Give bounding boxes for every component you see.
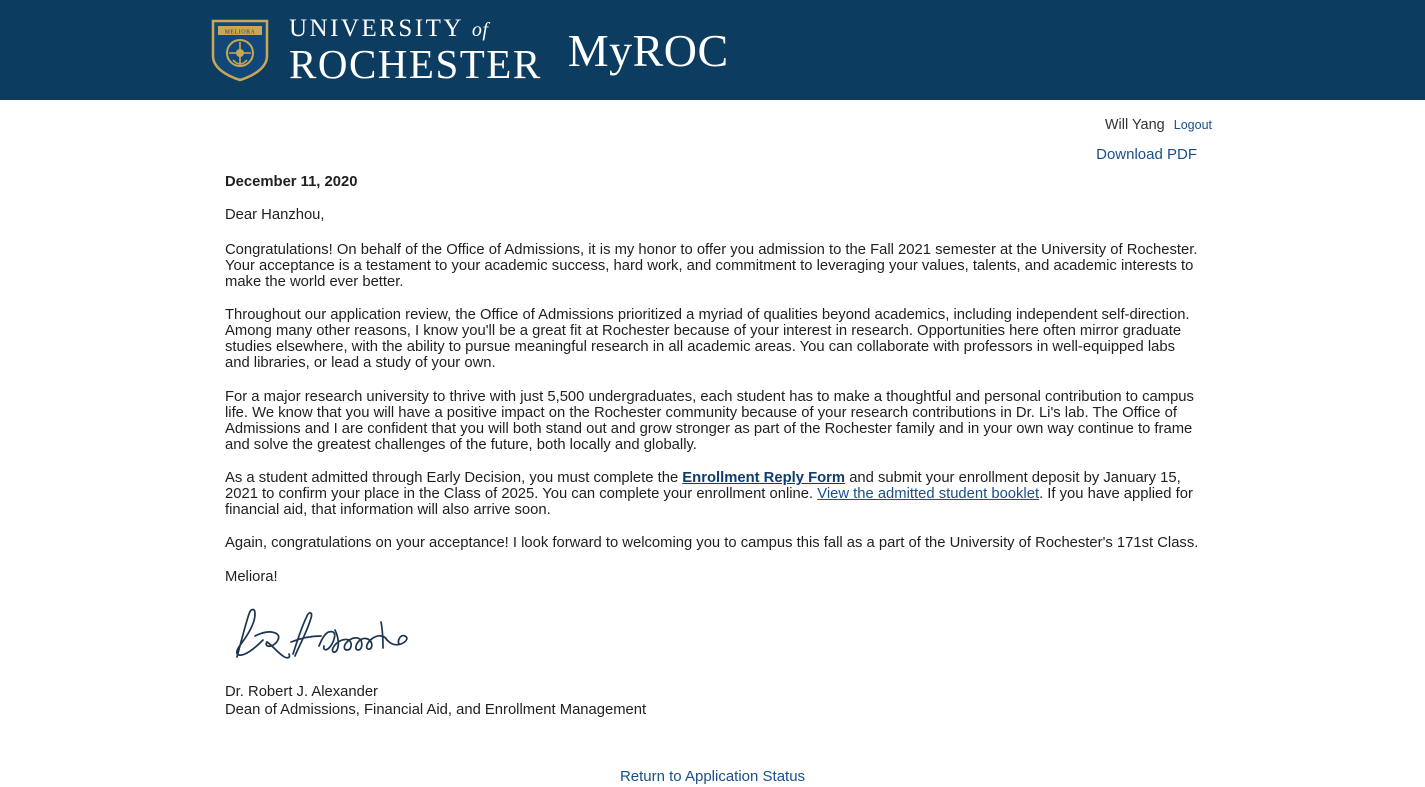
wordmark-rochester: ROCHESTER (289, 40, 542, 87)
signature-image (231, 602, 431, 674)
app-title: MyROC (567, 24, 729, 76)
signer-name: Dr. Robert J. Alexander (225, 683, 378, 700)
footer-link-bar (225, 769, 1200, 786)
paragraph-4-text-1: As a student admitted through Early Decision, you must complete the (225, 470, 683, 487)
admission-letter (225, 164, 1200, 786)
letter-paragraph-1: Congratulations! On behalf of the Office of Admissions, it is my honor to offer you admission to the Fall 2021 semester at the University of Rochester. Your acceptance is a testament to your academic success, hard work, and commitment to leveraging your values, talents, and academic interests to make the world ever better. (225, 241, 1198, 290)
paragraph-4-text-2: and submit your enrollment deposit by January 15, 2021 to confirm your place in the Class of 2025. You can complete your enrollment online. (225, 470, 1181, 503)
svg-text:MELIORA: MELIORA (224, 29, 256, 36)
site-header (0, 0, 1425, 100)
download-pdf-link[interactable]: Download PDF (1096, 146, 1197, 163)
university-wordmark (289, 16, 542, 85)
letter-meliora: Meliora! (225, 568, 278, 585)
letter-paragraph-3: For a major research university to thrive with just 5,500 undergraduates, each student has to make a thoughtful and personal contribution to campus life. We know that you will have a positive impact on the Rochester community because of your research contributions in Dr. Li's lab. The Office of Admissions and I are confident that you will both stand out and grow stronger as part of the Rochester family and in your own way continue to frame and solve the greatest challenges of the future, both locally and globally. (225, 388, 1194, 453)
admitted-student-booklet-link[interactable]: View the admitted student booklet (817, 486, 1040, 503)
return-to-application-status-link[interactable]: Return to Application Status (619, 767, 806, 785)
university-logo[interactable] (209, 16, 542, 85)
letter-paragraph-5: Again, congratulations on your acceptance! I look forward to welcoming you to campus this fall as a part of the University of Rochester's 171st Class. (225, 535, 1199, 552)
letter-salutation: Dear Hanzhou, (225, 206, 325, 223)
enrollment-reply-form-link[interactable]: Enrollment Reply Form (682, 470, 846, 487)
download-pdf-bar (0, 133, 1425, 164)
letter-paragraph-4 (225, 470, 1200, 518)
letter-paragraph-2: Throughout our application review, the Office of Admissions prioritized a myriad of qualities beyond academics, including independent self-direction. Among many other reasons, I know you'll be a great fit at Rochester because of your interest in research. Opportunities here often mirror graduate studies elsewhere, with the ability to pursue meaningful research in all academic areas. You can collaborate with professors in well-equipped labs and libraries, or lead a study of your own. (225, 307, 1190, 372)
wordmark-of: of (471, 18, 489, 41)
university-crest-icon (209, 18, 271, 82)
user-name: Will Yang (1104, 117, 1165, 133)
signer-title: Dean of Admissions, Financial Aid, and Enrollment Management (225, 701, 647, 718)
wordmark-university: UNIVERSITY (289, 14, 464, 42)
user-bar (0, 100, 1425, 133)
paragraph-4-text-3: . If you have applied for financial aid, that information will also arrive soon. (225, 486, 1193, 519)
logout-link[interactable]: Logout (1173, 118, 1212, 132)
signature-block (225, 683, 1200, 719)
letter-date: December 11, 2020 (225, 174, 358, 190)
